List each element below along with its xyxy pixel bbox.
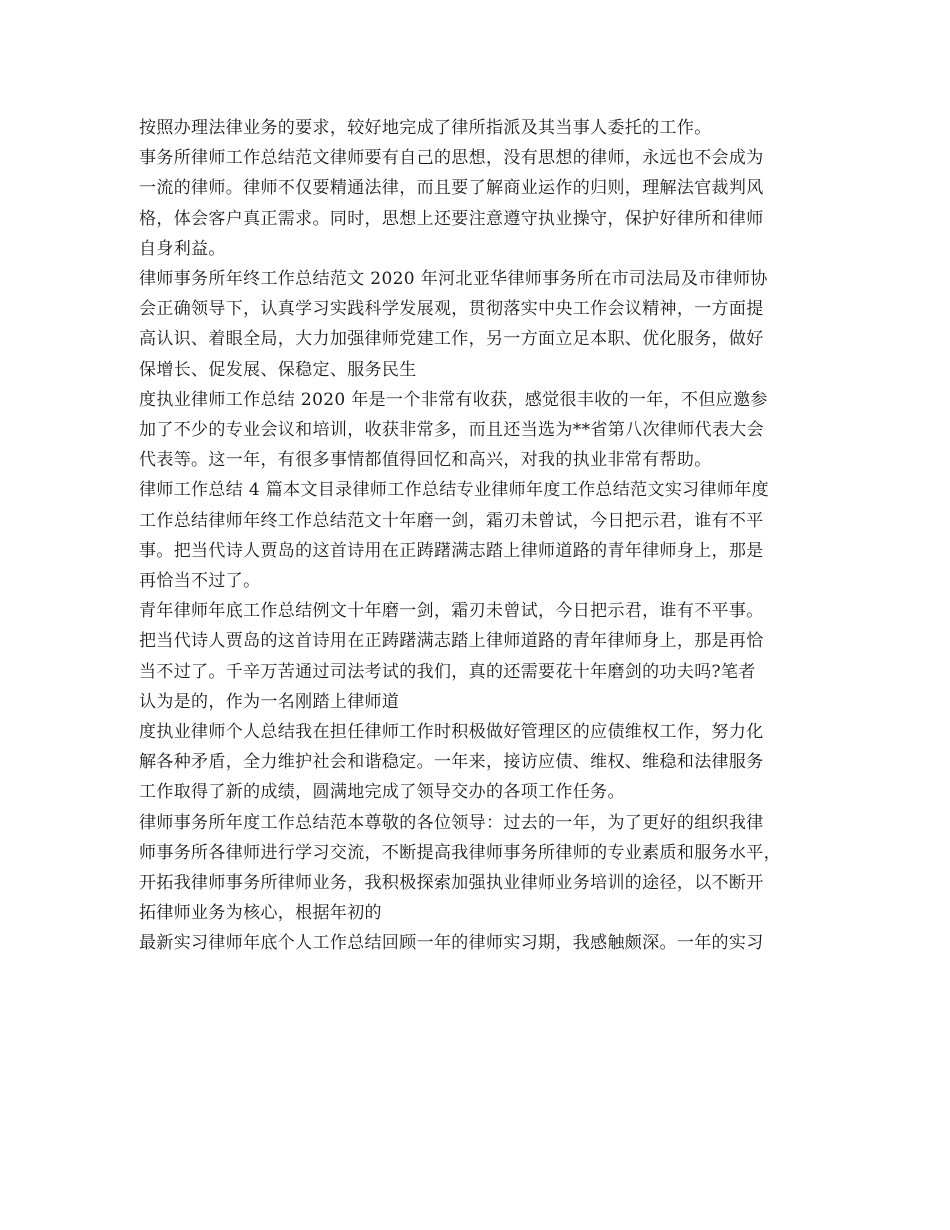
text-line: 青年律师年底工作总结例文十年磨一剑，霜刃未曾试，今日把示君，谁有不平事。 <box>139 601 764 622</box>
text-line: 律师事务所年终工作总结范文 2020 年河北亚华律师事务所在市司法局及市律师协 <box>139 269 768 290</box>
text-line: 工作取得了新的成绩，圆满地完成了领导交办的各项工作任务。 <box>139 782 625 803</box>
text-line: 开拓我律师事务所律师业务，我积极探索加强执业律师业务培训的途径，以不断开 <box>139 873 764 894</box>
text-line: 事务所律师工作总结范文律师要有自己的思想，没有思想的律师，永远也不会成为 <box>139 148 764 169</box>
paragraph-2 <box>139 143 819 264</box>
text-line: 一流的律师。律师不仅要精通法律，而且要了解商业运作的归则，理解法官裁判风 <box>139 178 764 199</box>
text-line: 再恰当不过了。 <box>139 571 261 592</box>
text-line: 度执业律师工作总结 2020 年是一个非常有收获，感觉很丰收的一年，不但应邀参 <box>139 389 768 410</box>
paragraph-4 <box>139 385 819 476</box>
text-line: 解各种矛盾，全力维护社会和谐稳定。一年来，接访应债、维权、维稳和法律服务 <box>139 752 764 773</box>
text-line: 律师事务所年度工作总结范本尊敬的各位领导：过去的一年，为了更好的组织我律 <box>139 812 764 833</box>
text-line: 按照办理法律业务的要求，较好地完成了律所指派及其当事人委托的工作。 <box>139 118 712 138</box>
text-line: 度执业律师个人总结我在担任律师工作时积极做好管理区的应债维权工作，努力化 <box>139 722 764 743</box>
paragraph-7 <box>139 717 819 808</box>
paragraph-6 <box>139 596 819 717</box>
text-line: 保增长、促发展、保稳定、服务民生 <box>139 359 417 380</box>
text-line: 最新实习律师年底个人工作总结回顾一年的律师实习期，我感触颇深。一年的实习 <box>139 933 764 954</box>
paragraph-8 <box>139 808 819 929</box>
text-line: 律师工作总结 4 篇本文目录律师工作总结专业律师年度工作总结范文实习律师年度 <box>139 480 769 501</box>
paragraph-9 <box>139 928 819 958</box>
text-line: 当不过了。千辛万苦通过司法考试的我们，真的还需要花十年磨剑的功夫吗?笔者 <box>139 661 756 682</box>
text-line: 高认识、着眼全局，大力加强律师党建工作，另一方面立足本职、优化服务，做好 <box>139 329 764 350</box>
paragraph-1 <box>139 113 819 143</box>
text-line: 事。把当代诗人贾岛的这首诗用在正踌躇满志踏上律师道路的青年律师身上，那是 <box>139 540 764 561</box>
text-line: 代表等。这一年，有很多事情都值得回忆和高兴，对我的执业非常有帮助。 <box>139 450 712 471</box>
text-line: 格，体会客户真正需求。同时，思想上还要注意遵守执业操守，保护好律所和律师 <box>139 208 764 229</box>
text-line: 认为是的，作为一名刚踏上律师道 <box>139 691 400 712</box>
text-line: 拓律师业务为核心，根据年初的 <box>139 903 382 924</box>
text-line: 师事务所各律师进行学习交流，不断提高我律师事务所律师的专业素质和服务水平， <box>139 842 781 863</box>
paragraph-5 <box>139 475 819 596</box>
paragraph-3 <box>139 264 819 385</box>
text-line: 自身利益。 <box>139 238 226 259</box>
text-line: 加了不少的专业会议和培训，收获非常多，而且还当选为**省第八次律师代表大会 <box>139 420 764 441</box>
document-body <box>139 113 819 959</box>
text-line: 把当代诗人贾岛的这首诗用在正踌躇满志踏上律师道路的青年律师身上，那是再恰 <box>139 631 764 652</box>
text-line: 会正确领导下，认真学习实践科学发展观，贯彻落实中央工作会议精神，一方面提 <box>139 299 764 320</box>
text-line: 工作总结律师年终工作总结范文十年磨一剑，霜刃未曾试，今日把示君，谁有不平 <box>139 510 764 531</box>
